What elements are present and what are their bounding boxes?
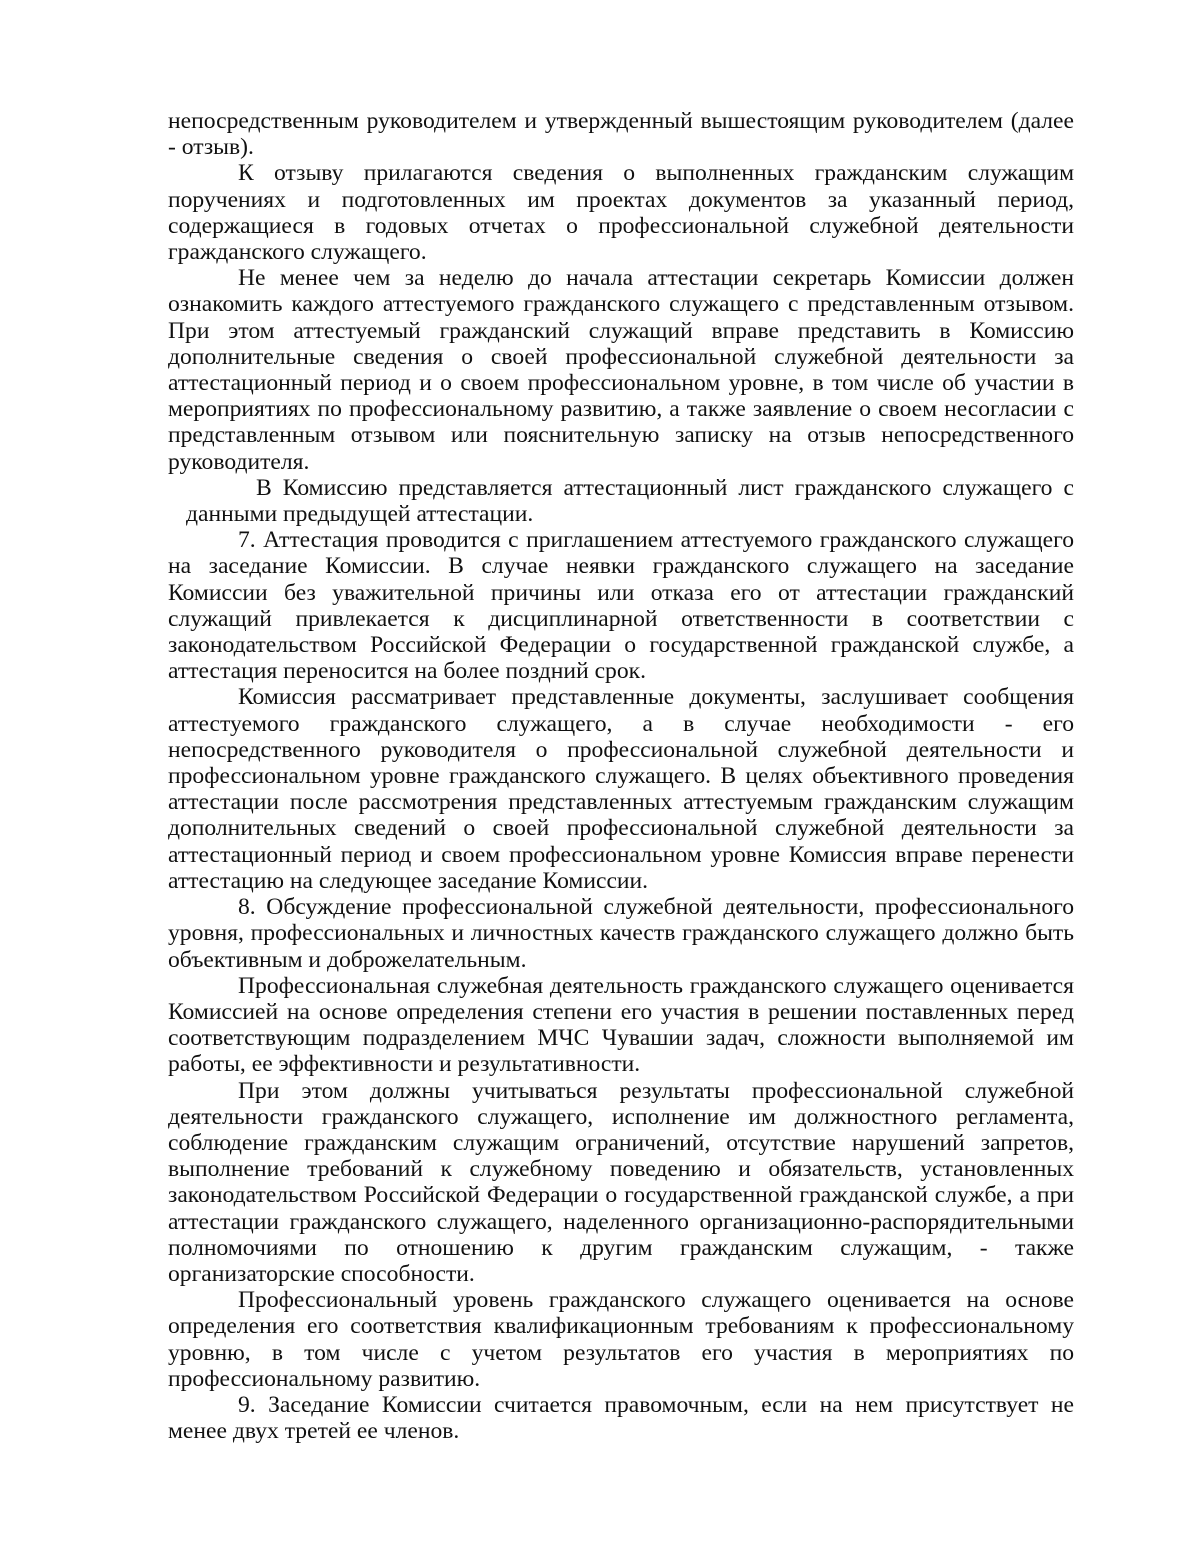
paragraph-evaluation-factors: При этом должны учитываться результаты профессиональной служебной деятельности гражданского служащего, исполнение им должностного регламента, соблюдение гражданским служащим ограничений, отсутствие нарушений запретов, выполнение требований к служебному поведению и обязательств, установленных законодательством Российской Федерации о государственной гражданской службе, а при аттестации гражданского служащего, наделенного организационно-распорядительными полномочиями по отношению к другим гражданским служащим, - также организаторские способности.	[168, 1077, 1074, 1287]
paragraph-commission-review: Комиссия рассматривает представленные документы, заслушивает сообщения аттестуемого гражданского служащего, а в случае необходимости - его непосредственного руководителя о профессиональной служебной деятельности и профессиональном уровне гражданского служащего. В целях объективного проведения аттестации после рассмотрения представленных аттестуемым гражданским служащим дополнительных сведений о своей профессиональной служебной деятельности за аттестационный период и своем профессиональном уровне Комиссия вправе перенести аттестацию на следующее заседание Комиссии.	[168, 684, 1074, 894]
paragraph-section-9: 9. Заседание Комиссии считается правомочным, если на нем присутствует не менее двух третей ее членов.	[168, 1391, 1074, 1445]
paragraph-review-continuation: непосредственным руководителем и утвержденный вышестоящим руководителем (далее - отзыв).	[168, 108, 1074, 161]
paragraph-section-7: 7. Аттестация проводится с приглашением аттестуемого гражданского служащего на заседание Комиссии. В случае неявки гражданского служащего на заседание Комиссии без уважительной причины или отказа его от аттестации гражданский служащий привлекается к дисциплинарной ответственности в соответствии с законодательством Российской Федерации о государственной гражданской службе, а аттестация переносится на более поздний срок.	[168, 527, 1074, 685]
paragraph-attestation-sheet: В Комиссию представляется аттестационный лист гражданского служащего с данными предыдущей аттестации.	[186, 474, 1074, 528]
paragraph-professional-level: Профессиональный уровень гражданского служащего оценивается на основе определения его соответствия квалификационным требованиям к профессиональному уровню, в том числе с учетом результатов его участия в мероприятиях по профессиональному развитию.	[168, 1287, 1074, 1392]
document-page	[168, 108, 1074, 1444]
paragraph-review-attachments: К отзыву прилагаются сведения о выполненных гражданским служащим поручениях и подготовленных им проектах документов за указанный период, содержащиеся в годовых отчетах о профессиональной служебной деятельности гражданского служащего.	[168, 160, 1074, 266]
paragraph-activity-evaluation: Профессиональная служебная деятельность гражданского служащего оценивается Комиссией на основе определения степени его участия в решении поставленных перед соответствующим подразделением МЧС Чувашии задач, сложности выполняемой им работы, ее эффективности и результативности.	[168, 972, 1074, 1078]
paragraph-secretary-notice: Не менее чем за неделю до начала аттестации секретарь Комиссии должен ознакомить каждого аттестуемого гражданского служащего с представленным отзывом. При этом аттестуемый гражданский служащий вправе представить в Комиссию дополнительные сведения о своей профессиональной служебной деятельности за аттестационный период и о своем профессиональном уровне, в том числе об участии в мероприятиях по профессиональному развитию, а также заявление о своем несогласии с представленным отзывом или пояснительную записку на отзыв непосредственного руководителя.	[168, 265, 1074, 475]
paragraph-section-8: 8. Обсуждение профессиональной служебной деятельности, профессионального уровня, профессиональных и личностных качеств гражданского служащего должно быть объективным и доброжелательным.	[168, 894, 1074, 973]
